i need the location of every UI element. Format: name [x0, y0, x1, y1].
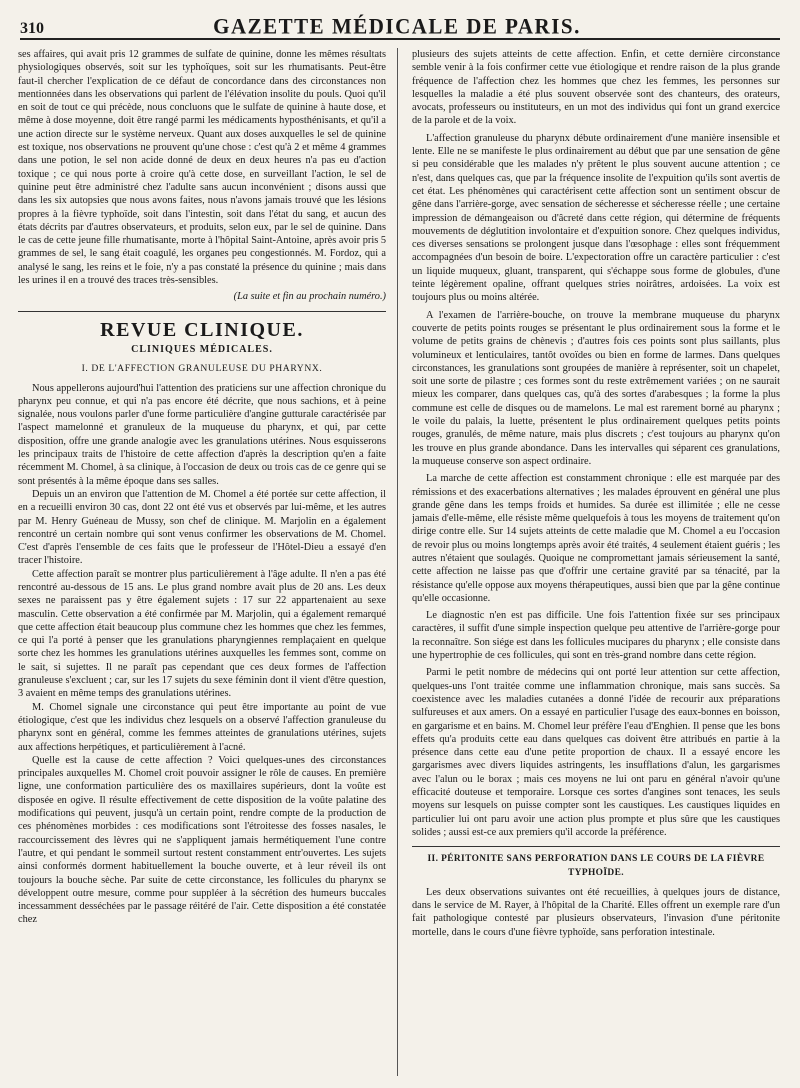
journal-title: GAZETTE MÉDICALE DE PARIS.: [213, 13, 581, 39]
article-divider: [412, 846, 780, 847]
article-paragraph: Cette affection paraît se montrer plus particulièrement à l'âge adulte. Il n'en a pas été rencontré au-dessous de 15 ans. Le plus grand nombre avait plus de 20 ans. Les deux sexes ne paraissent pas y être également sujets : 17 sur 22 appartenaient au sexe masculin. Cette observation a été confirmée par M. Marjolin, qui a également remarqué que cette affection était beaucoup plus commune chez les hommes que chez les femmes, ce qui l'a porté à penser que les granulations pharyngiennes remplaçaient en quelque sorte chez les hommes les granulations utérines auxquelles les femmes sont, comme on le sait, si sujettes. Il ne paraît pas cependant que ces deux formes de l'affection granuleuse s'excluent ; car, sur les 17 sujets du sexe féminin dont il vient d'être question, 3 avaient en même temps des granulations utérines.: [18, 568, 386, 700]
article-paragraph: plusieurs des sujets atteints de cette affection. Enfin, et cette dernière circonstance semble venir à la fois confirmer cette vue étiologique et rendre raison de la plus grande fréquence de l'affection chez les hommes que chez les femmes, les personnes sur lesquelles la maladie a été plus souvent observée sont des chanteurs, des orateurs, avocats, professeurs ou instituteurs, en un mot des individus qui font un grand exercice de la parole et de la voix.: [412, 49, 780, 127]
page-header: [20, 14, 780, 40]
article-paragraph: Le diagnostic n'en est pas difficile. Une fois l'attention fixée sur ses principaux caractères, il suffit d'une simple inspection quelque peu attentive de l'arrière-gorge pour la reconnaître. Son siége est dans les follicules mucipares du pharynx ; elle consiste dans une hypertrophie de ces follicules, qui sont en très-grand nombre dans cette région.: [412, 610, 780, 662]
column-rule: [397, 48, 398, 1076]
subsection-title: CLINIQUES MÉDICALES.: [131, 343, 273, 355]
article-paragraph: Depuis un an environ que l'attention de M. Chomel a été portée sur cette affection, il en a recueilli environ 30 cas, dont 22 ont été vus et observés par lui-même, et les autres par M. Henry Guéneau de Mussy, son chef de clinique. M. Marjolin en a également rencontré un certain nombre qui sont venus confirmer les observations de M. Chomel. C'est d'après l'ensemble de ces faits que le professeur de l'Hôtel-Dieu a essayé d'en tracer l'histoire.: [18, 488, 386, 567]
article2-paragraph: Les deux observations suivantes ont été recueillies, à quelques jours de distance, dans le service de M. Rayer, à l'hôpital de la Charité. Elles offrent un exemple rare d'un fait pathologique contesté par plusieurs observateurs, l'invasion d'une péritonite mortelle, dans le cours d'une fièvre typhoïde, sans perforation intestinale.: [412, 886, 780, 938]
intro-paragraph: ses affaires, qui avait pris 12 grammes de sulfate de quinine, donne les mêmes résultats physiologiques observés, soit sur les typhoïques, soit sur les rhumatisants. Peut-être faut-il chercher l'explication de ce défaut de concordance dans des circonstances non mentionnées dans les observations qui parlent de l'élévation insolite du pouls. Quoi qu'il en soit de tout ce qui précède, nous concluons que le sulfate de quinine à haute dose, et même à dose moyenne, doit être rangé parmi les médicaments hyposthénisants, et qu'il a une action directe sur le système nerveux. Quant aux doses auxquelles le sel de quinine est toxique, nos observations ne prouvent qu'une chose : c'est qu'à 2 et même 4 grammes dans une potion, le sel non acide donné de deux en deux heures n'a pas eu d'action toxique ; ce qui nous porte à croire qu'à cette dose, en surveillant l'action, le sel de quinine peut être administré chez l'adulte sans aucun inconvénient ; disons aussi que dans les six autopsies que nous avons faites, nous n'avons jamais trouvé que les lésions propres à la fièvre typhoïde, soit dans l'intestin, soit dans l'état du sang, et aucun des états décrits par d'autres observateurs, et produits, selon eux, par le sel de quinine. Dans le cas de cette jeune fille rhumatisante, morte à l'hôpital Saint-Antoine, après avoir pris 5 grammes de sel, le sang était coagulé, les organes peu congestionnés. M. Fordoz, qui a analysé le sang, les reins et le foie, n'y a pas constaté la présence du quinine ; mais dans les urines il en a trouvé des traces très-sensibles.: [18, 49, 386, 287]
article-paragraph: La marche de cette affection est constamment chronique : elle est marquée par des rémissions et des exacerbations alternatives ; les malades éprouvent en général une plus grande gêne dans les temps froids et humides. Sa durée est illimitée ; elle ne cesse jamais d'elle-même, elle résiste même quelquefois à tous les moyens de traitement qu'on dirige contre elle. Sur 14 sujets atteints de cette maladie que M. Chomel a eu l'occasion de revoir plus ou moins longtemps après avoir été traités, 4 seulement étaient guéris ; les autres n'étaient que soulagés. Quoique ne compromettant jamais sérieusement la santé, cette affection ne laisse pas que d'offrir une certaine gravité par sa ténacité, par la résistance qu'elle oppose aux moyens thérapeutiques, aussi bien que par la gêne continue qu'elle occasionne.: [412, 473, 780, 604]
section-divider: [18, 311, 386, 312]
section-title: REVUE CLINIQUE.: [100, 318, 304, 341]
article2-title: II. PÉRITONITE SANS PERFORATION DANS LE COURS DE LA FIÈVRE TYPHOÏDE.: [427, 854, 765, 878]
article-title: I. DE L'AFFECTION GRANULEUSE DU PHARYNX.: [81, 363, 323, 375]
left-column: [18, 48, 386, 1076]
article-paragraph: Nous appellerons aujourd'hui l'attention des praticiens sur une affection chronique du pharynx peu connue, et qui n'a pas encore été décrite, que nous sachions, et à peine signalée, nous voulons parler d'une forme particulière d'angine gutturale caractérisée par l'aspect mamelonné et granuleux de la muqueuse du pharynx, et qui, par cette disposition, offre une grande analogie avec les granulations utérines. Nous esquisserons les principaux traits de l'histoire de cette affection d'après la description qu'en a faite récemment M. Chomel, à sa clinique, à l'occasion de deux ou trois cas de ce genre qui se sont présentés à la même époque dans ses salles.: [18, 382, 386, 487]
article-paragraph: M. Chomel signale une circonstance qui peut être importante au point de vue étiologique, c'est que les individus chez lesquels on a observé l'affection granuleuse du pharynx sont en général, comme les femmes atteintes de granulations utérines, sujets aux affections herpétiques, et particulièrement à l'acné.: [18, 701, 386, 753]
article-paragraph: L'affection granuleuse du pharynx débute ordinairement d'une manière insensible et lente. Elle ne se manifeste le plus ordinairement au début que par une sensation de gêne si peu considérable que les malades n'y prêtent le plus souvent aucune attention ; ce n'est, dans quelques cas, que par la fréquence insolite de l'expuition qu'ils sont avertis de cet état. Les phénomènes qui caractérisent cette affection sont un sentiment obscur de gêne dans l'arrière-gorge, avec sensation de sécheresse et sécheresse réelle ; une certaine impression de démangeaison ou d'âcreté dans cette région, qui détermine de fréquents mouvements de déglutition involontaire et d'expuition sonore. Chez quelques individus, ces diverses sensations se prolongent jusque dans l'œsophage : elles sont fréquemment accompagnées d'un besoin de boire. L'expectoration offre un caractère particulier : c'est un liquide muqueux, gluant, transparent, qui s'échappe sous forme de globules, d'une teinte légèrement opaline, offrant quelques stries noirâtres, ardoisées. La voix est toujours plus ou moins altérée.: [412, 132, 780, 304]
article-paragraph: Quelle est la cause de cette affection ? Voici quelques-unes des circonstances principales auxquelles M. Chomel croit pouvoir assigner le rôle de causes. En première ligne, une conformation particulière des os maxillaires supérieurs, dont la voûte est disposée en ogive. Il résulte effectivement de cette disposition de la voûte palatine des modifications qui peuvent, jusqu'à un certain point, rendre compte de la production de ces phénomènes morbides : ces modifications sont l'étroitesse des fosses nasales, le raccourcissement des lèvres qui ne s'appliquent jamais hermétiquement l'une contre l'autre, et qui pendant le sommeil surtout restent constamment entr'ouvertes. Les sujets ainsi conformés dorment habituellement la bouche ouverte, et à leur réveil ils ont toujours la bouche sèche. Par suite de cette circonstance, les follicules du pharynx se développent outre mesure, comme pour suppléer à la sécrétion des humeurs buccales incessamment desséchées par le passage réitéré de l'air. Cette disposition a été constatée chez: [18, 754, 386, 926]
article-paragraph: Parmi le petit nombre de médecins qui ont porté leur attention sur cette affection, quelques-uns l'ont traitée comme une inflammation chronique, mais sans succès. Sa coexistence avec les maladies cutanées a donné l'idée de recourir aux préparations sulfureuses et aux amers. On a essayé en particulier l'usage des eaux-bonnes en boisson, en gargarisme et en bains. M. Chomel leur préfère l'eau d'Enghien. Il pense que les bons effets qu'a produits cette eau dans quelques cas doivent être attribués en partie à la présence dans cette eau d'une petite proportion de chaux. Il a essayé encore les gargarismes avec divers liquides astringents, les insufflations d'alun, les gargarismes avec l'alun ou le borax ; mais ces moyens ne lui ont paru en général n'avoir qu'une efficacité douteuse et temporaire. Lorsque ces sortes d'angines sont tenaces, les seuls moyens sur lesquels on puisse compter sont les caustiques. Les caustiques liquides en particulier lui ont paru avoir une action plus prompte et plus sûre que les caustiques solides ; aussi est-ce aux premiers qu'il accorde la préférence.: [412, 667, 780, 838]
article-paragraph: A l'examen de l'arrière-bouche, on trouve la membrane muqueuse du pharynx couverte de petits points rouges se présentant le plus ordinairement sous la forme et le volume de petits grains de chènevis ; d'autres fois ces points sont plus saillants, plus volumineux et lenticulaires, tantôt ovoïdes ou bien en forme de larmes. Dans quelques circonstances, les granulations sont groupées de manière à représenter, soit un chapelet, soit une sorte de pilastre ; ces formes sont du reste extrêmement variées ; on ne saurait mieux les comparer, dans quelques cas, qu'à des sortes d'arabesques ; la forme la plus commune est celle de disques ou de mamelons. Le mal est rarement borné au pharynx ; le voile du palais, la luette, présentent le plus ordinairement quelques petits points rouges, granulés, de même nature, mais plus discrets ; c'est toujours au pharynx qu'on les trouve en plus grande abondance. Dans les intervalles qui séparent ces granulations, la muqueuse conserve son aspect ordinaire.: [412, 309, 780, 467]
page-number: 310: [20, 20, 44, 37]
continuation-note: (La suite et fin au prochain numéro.): [233, 291, 386, 303]
right-column: [412, 48, 780, 1076]
